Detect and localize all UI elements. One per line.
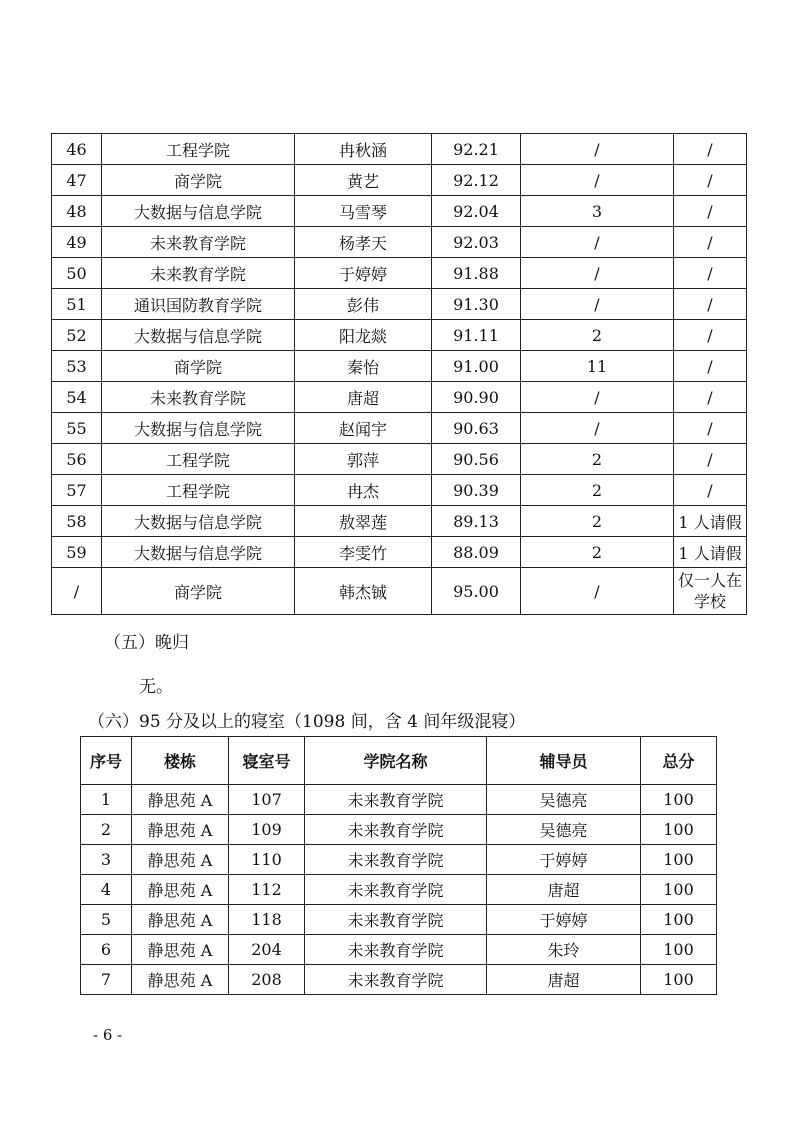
table-cell: 敖翠莲 (295, 506, 432, 537)
table-row (52, 444, 747, 475)
table-cell: 6 (81, 935, 132, 965)
table-cell: 89.13 (432, 506, 521, 537)
table-row (52, 258, 747, 289)
table-cell: 2 (521, 506, 674, 537)
table-cell: / (521, 165, 674, 196)
table-cell: 2 (521, 444, 674, 475)
table-cell: 冉杰 (295, 475, 432, 506)
table-cell: 大数据与信息学院 (102, 506, 295, 537)
table-cell: 商学院 (102, 165, 295, 196)
table-cell: 于婷婷 (295, 258, 432, 289)
table-cell: 未来教育学院 (305, 935, 487, 965)
table-row (52, 227, 747, 258)
table-cell: 100 (641, 875, 717, 905)
table-cell: 49 (52, 227, 102, 258)
table-cell: 秦怡 (295, 351, 432, 382)
table-row (52, 196, 747, 227)
table-cell: 韩杰铖 (295, 568, 432, 615)
table-cell: 大数据与信息学院 (102, 537, 295, 568)
header-score: 总分 (641, 737, 717, 785)
table-cell: / (674, 258, 747, 289)
table-cell: 2 (81, 815, 132, 845)
table-cell: / (521, 382, 674, 413)
table-cell: / (674, 413, 747, 444)
table-cell: 未来教育学院 (305, 845, 487, 875)
table-header-row (81, 737, 717, 785)
table-cell: 51 (52, 289, 102, 320)
table-cell: 1 人请假 (674, 537, 747, 568)
page-number: - 6 - (93, 1026, 123, 1044)
section-6-heading: （六）95 分及以上的寝室（1098 间，含 4 间年级混寝） (88, 712, 526, 732)
table-row (81, 815, 717, 845)
table-cell: 47 (52, 165, 102, 196)
dorm-score-table (51, 133, 747, 615)
table-cell: 未来教育学院 (305, 965, 487, 995)
table-row (81, 785, 717, 815)
table-cell: / (521, 413, 674, 444)
table-cell: / (674, 289, 747, 320)
table-cell: 仅一人在学校 (674, 568, 747, 615)
table-cell: 彭伟 (295, 289, 432, 320)
table-cell: 2 (521, 320, 674, 351)
table-cell: 未来教育学院 (102, 258, 295, 289)
header-room: 寝室号 (229, 737, 305, 785)
table-cell: / (521, 227, 674, 258)
table-cell: 2 (521, 475, 674, 506)
table-cell: 未来教育学院 (102, 227, 295, 258)
table-row (52, 506, 747, 537)
table-cell: / (674, 165, 747, 196)
table-cell: / (674, 475, 747, 506)
table-cell: 静思苑 A (132, 785, 229, 815)
table-cell: 107 (229, 785, 305, 815)
table-cell: / (674, 227, 747, 258)
table-cell: 冉秋涵 (295, 134, 432, 165)
table-cell: 大数据与信息学院 (102, 413, 295, 444)
table-cell: 92.03 (432, 227, 521, 258)
table-cell: 50 (52, 258, 102, 289)
table-row (52, 475, 747, 506)
table-cell: / (521, 568, 674, 615)
table-cell: 黄艺 (295, 165, 432, 196)
table-cell: 郭萍 (295, 444, 432, 475)
table-row (81, 905, 717, 935)
high-score-dorm-table-body (81, 785, 717, 995)
table-cell: / (521, 258, 674, 289)
table-row (52, 320, 747, 351)
table-cell: 李雯竹 (295, 537, 432, 568)
table-cell: 7 (81, 965, 132, 995)
table-cell: 1 (81, 785, 132, 815)
table-cell: 53 (52, 351, 102, 382)
table-cell: 未来教育学院 (102, 382, 295, 413)
table-row (81, 935, 717, 965)
table-cell: 91.30 (432, 289, 521, 320)
table-cell: / (52, 568, 102, 615)
table-cell: 118 (229, 905, 305, 935)
table-cell: 于婷婷 (487, 845, 641, 875)
header-college: 学院名称 (305, 737, 487, 785)
table-cell: 100 (641, 905, 717, 935)
table-cell: 于婷婷 (487, 905, 641, 935)
table-cell: 57 (52, 475, 102, 506)
table-cell: / (674, 134, 747, 165)
table-cell: / (674, 320, 747, 351)
table-cell: 100 (641, 815, 717, 845)
table-cell: 1 人请假 (674, 506, 747, 537)
table-cell: 赵闻宇 (295, 413, 432, 444)
table-cell: 91.11 (432, 320, 521, 351)
table-cell: 商学院 (102, 351, 295, 382)
table-cell: 48 (52, 196, 102, 227)
table-cell: 59 (52, 537, 102, 568)
table-row (52, 413, 747, 444)
table-cell: 3 (81, 845, 132, 875)
table-cell: / (674, 444, 747, 475)
high-score-dorm-table (80, 736, 717, 995)
table-cell: 静思苑 A (132, 935, 229, 965)
table-cell: 56 (52, 444, 102, 475)
table-row (52, 165, 747, 196)
table-cell: 阳龙燚 (295, 320, 432, 351)
table-cell: 3 (521, 196, 674, 227)
table-cell: / (521, 134, 674, 165)
table-cell: 未来教育学院 (305, 875, 487, 905)
table-cell: / (674, 351, 747, 382)
table-cell: 静思苑 A (132, 875, 229, 905)
table-row (52, 134, 747, 165)
table-cell: 马雪琴 (295, 196, 432, 227)
table-cell: 朱玲 (487, 935, 641, 965)
header-index: 序号 (81, 737, 132, 785)
table-cell: 90.56 (432, 444, 521, 475)
table-row (81, 965, 717, 995)
table-cell: 11 (521, 351, 674, 382)
dorm-score-table-body (52, 134, 747, 615)
section-5-body: 无。 (139, 677, 173, 697)
table-cell: 通识国防教育学院 (102, 289, 295, 320)
table-cell: 91.00 (432, 351, 521, 382)
header-building: 楼栋 (132, 737, 229, 785)
table-cell: / (674, 382, 747, 413)
table-row (81, 845, 717, 875)
table-row (52, 537, 747, 568)
table-cell: 唐超 (295, 382, 432, 413)
table-cell: 100 (641, 965, 717, 995)
table-row (52, 351, 747, 382)
table-row (52, 568, 747, 615)
table-row (52, 382, 747, 413)
table-cell: 92.21 (432, 134, 521, 165)
table-cell: 杨孝天 (295, 227, 432, 258)
table-cell: 未来教育学院 (305, 815, 487, 845)
table-cell: 唐超 (487, 965, 641, 995)
table-cell: 大数据与信息学院 (102, 320, 295, 351)
table-cell: 唐超 (487, 875, 641, 905)
table-cell: 208 (229, 965, 305, 995)
table-cell: 110 (229, 845, 305, 875)
table-cell: 5 (81, 905, 132, 935)
section-5-heading: （五）晚归 (104, 633, 189, 653)
table-cell: 55 (52, 413, 102, 444)
table-cell: / (521, 289, 674, 320)
table-cell: 未来教育学院 (305, 785, 487, 815)
table-cell: 112 (229, 875, 305, 905)
table-cell: 46 (52, 134, 102, 165)
header-counselor: 辅导员 (487, 737, 641, 785)
table-cell: 52 (52, 320, 102, 351)
table-cell: 90.63 (432, 413, 521, 444)
table-cell: 工程学院 (102, 475, 295, 506)
table-cell: 90.39 (432, 475, 521, 506)
table-cell: 2 (521, 537, 674, 568)
table-cell: 静思苑 A (132, 815, 229, 845)
table-cell: 静思苑 A (132, 965, 229, 995)
table-cell: 92.04 (432, 196, 521, 227)
table-cell: 88.09 (432, 537, 521, 568)
table-cell: 吴德亮 (487, 815, 641, 845)
table-cell: 58 (52, 506, 102, 537)
table-cell: 54 (52, 382, 102, 413)
table-cell: 商学院 (102, 568, 295, 615)
table-row (81, 875, 717, 905)
table-cell: 静思苑 A (132, 845, 229, 875)
table-cell: 大数据与信息学院 (102, 196, 295, 227)
table-cell: 吴德亮 (487, 785, 641, 815)
table-cell: 204 (229, 935, 305, 965)
table-cell: 工程学院 (102, 444, 295, 475)
table-cell: 未来教育学院 (305, 905, 487, 935)
table-cell: 90.90 (432, 382, 521, 413)
table-row (52, 289, 747, 320)
table-cell: 91.88 (432, 258, 521, 289)
table-cell: 95.00 (432, 568, 521, 615)
table-cell: 100 (641, 845, 717, 875)
table-cell: 工程学院 (102, 134, 295, 165)
table-cell: 92.12 (432, 165, 521, 196)
table-cell: 4 (81, 875, 132, 905)
table-cell: 109 (229, 815, 305, 845)
table-cell: 100 (641, 935, 717, 965)
table-cell: 100 (641, 785, 717, 815)
table-cell: 静思苑 A (132, 905, 229, 935)
table-cell: / (674, 196, 747, 227)
